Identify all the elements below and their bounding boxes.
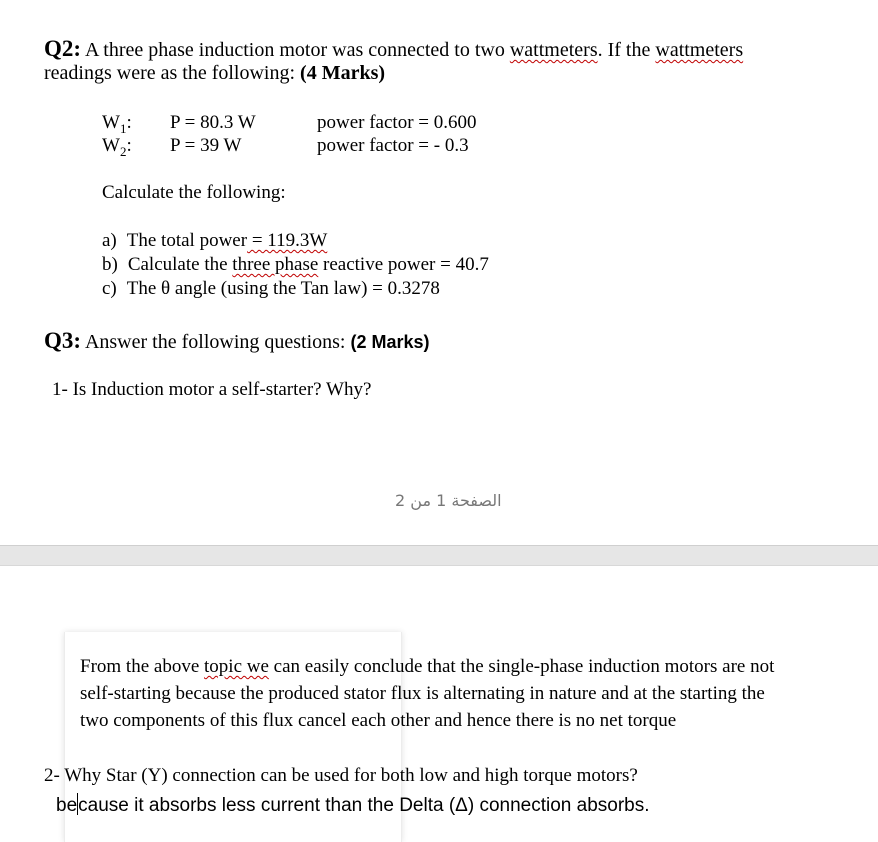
answer1-line2: self-starting because the produced stator flux is alternating in nature and at the starting the (80, 683, 765, 704)
q2-line1 (44, 36, 743, 62)
answer1-line3: two components of this flux cancel each other and hence there is no net torque (80, 710, 677, 731)
item-b: b) Calculate the three phase reactive power = 40.7 (102, 254, 489, 275)
q2-marks: (4 Marks) (300, 62, 386, 84)
q2-wattmeters-2: wattmeters (655, 39, 744, 61)
page-footer: الصفحة 1 من 2 (395, 491, 502, 510)
answer2[interactable]: because it absorbs less current than the Delta (Δ) connection absorbs. (56, 795, 650, 816)
q3-marks: (2 Marks) (350, 332, 430, 352)
q3-question-2: 2- Why Star (Y) connection can be used for both low and high torque motors? (44, 765, 638, 786)
q2-text-a: A three phase induction motor was connected to two (81, 39, 510, 61)
item-c: c) The θ angle (using the Tan law) = 0.3278 (102, 278, 440, 299)
w2-power-factor: power factor = - 0.3 (317, 135, 469, 156)
w1-power: P = 80.3 W (170, 112, 256, 133)
q2-text-b: . If the (597, 39, 656, 61)
q2-line2-text: readings were as the following: (44, 62, 301, 84)
q3-line (44, 328, 430, 354)
q2-label: Q2: (44, 36, 82, 61)
q3-label: Q3: (44, 328, 82, 353)
w1-power-factor: power factor = 0.600 (317, 112, 477, 133)
answer1-line1: From the above topic we can easily conclude that the single-phase induction motors are not (80, 656, 775, 677)
page-separator (0, 545, 878, 566)
w2-power: P = 39 W (170, 135, 242, 156)
w2-label: $W_2$: (102, 135, 132, 159)
q3-question-1: 1- Is Induction motor a self-starter? Why? (52, 379, 372, 400)
w1-label: $W_1$: (102, 112, 132, 136)
q2-wattmeters-1: wattmeters (509, 39, 598, 61)
calc-intro: Calculate the following: (102, 182, 286, 203)
q3-intro: Answer the following questions: (81, 331, 351, 353)
item-a: a) The total power = 119.3W (102, 230, 328, 251)
q2-line2 (44, 62, 385, 85)
